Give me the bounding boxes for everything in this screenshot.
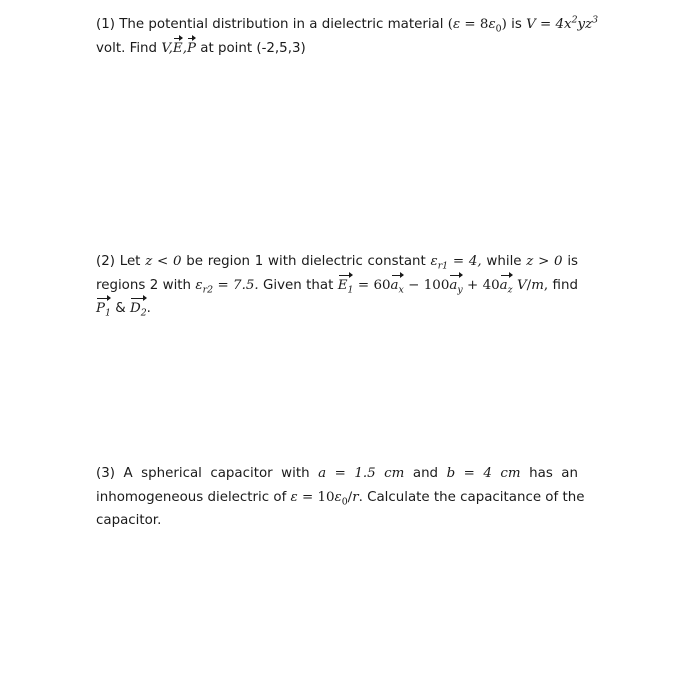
problem-2-text-is: is <box>567 254 579 269</box>
problem-1-potential: $V = 4x^2yz^3$ <box>526 14 599 32</box>
problem-2-text-given: Given that <box>263 277 334 293</box>
problem-1-label: (1) <box>96 17 115 32</box>
problem-3-text-d: capacitor. <box>96 513 162 528</box>
problem-3-line-1 <box>96 462 578 486</box>
problem-1-line-2 <box>96 37 578 61</box>
problem-3-line-3 <box>96 509 578 533</box>
problem-1-text-a: The potential distribution in a dielectric material <box>119 17 444 32</box>
problem-3 <box>96 462 585 533</box>
problem-1 <box>96 13 599 60</box>
problem-3-eps-expr: $\varepsilon = 10\varepsilon_0/r$. <box>290 489 363 508</box>
problem-3-text-has: has an <box>529 466 578 481</box>
problem-1-text-c: at point (-2,5,3) <box>200 40 306 56</box>
problem-2-find-vars: $P_1$ & $D_2$. <box>96 301 151 316</box>
problem-3-radius-a: a = 1.5 cm <box>318 466 405 481</box>
problem-2 <box>96 250 578 321</box>
problem-3-line-2 <box>96 486 585 510</box>
problem-2-text-region1: be region 1 with dielectric constant <box>186 254 426 269</box>
problem-2-eps-r1: $\varepsilon_{r1} = 4$, <box>430 254 482 272</box>
problem-3-text-c: Calculate the capacitance of the <box>367 489 585 505</box>
problem-3-text-b: inhomogeneous dielectric of <box>96 489 287 505</box>
problem-1-permittivity: $(\varepsilon = 8\varepsilon_0)$ <box>447 17 507 35</box>
problem-2-cond-region1: z < 0 <box>145 254 182 269</box>
problem-2-line-1 <box>96 250 578 274</box>
problem-2-text-find: find <box>552 277 578 293</box>
problem-1-text-b: volt. Find <box>96 40 158 56</box>
problem-2-line-2 <box>96 274 578 298</box>
problem-1-find-vars: V,E,P <box>161 41 196 56</box>
problem-2-text-regions: regions 2 with <box>96 277 192 293</box>
problem-3-text-a: A spherical capacitor with <box>123 466 310 481</box>
problem-1-text-is: is <box>511 17 522 32</box>
problem-2-line-3 <box>96 297 578 321</box>
problem-2-text-while: while <box>486 254 522 269</box>
problem-2-text-let: Let <box>119 254 141 269</box>
problem-2-field-e1: $E_1 = 60a_x - 100a_y + 40a_z$ V/m, <box>338 278 548 293</box>
problem-3-text-and: and <box>412 466 439 481</box>
problem-3-label: (3) <box>96 466 115 481</box>
problem-2-eps-r2: $\varepsilon_{r2} = 7.5$. <box>195 277 259 296</box>
problem-2-cond-region2: z > 0 <box>526 254 563 269</box>
problem-1-line-1 <box>96 13 599 37</box>
problem-2-label: (2) <box>96 254 115 269</box>
problem-3-radius-b: b = 4 cm <box>446 466 521 481</box>
